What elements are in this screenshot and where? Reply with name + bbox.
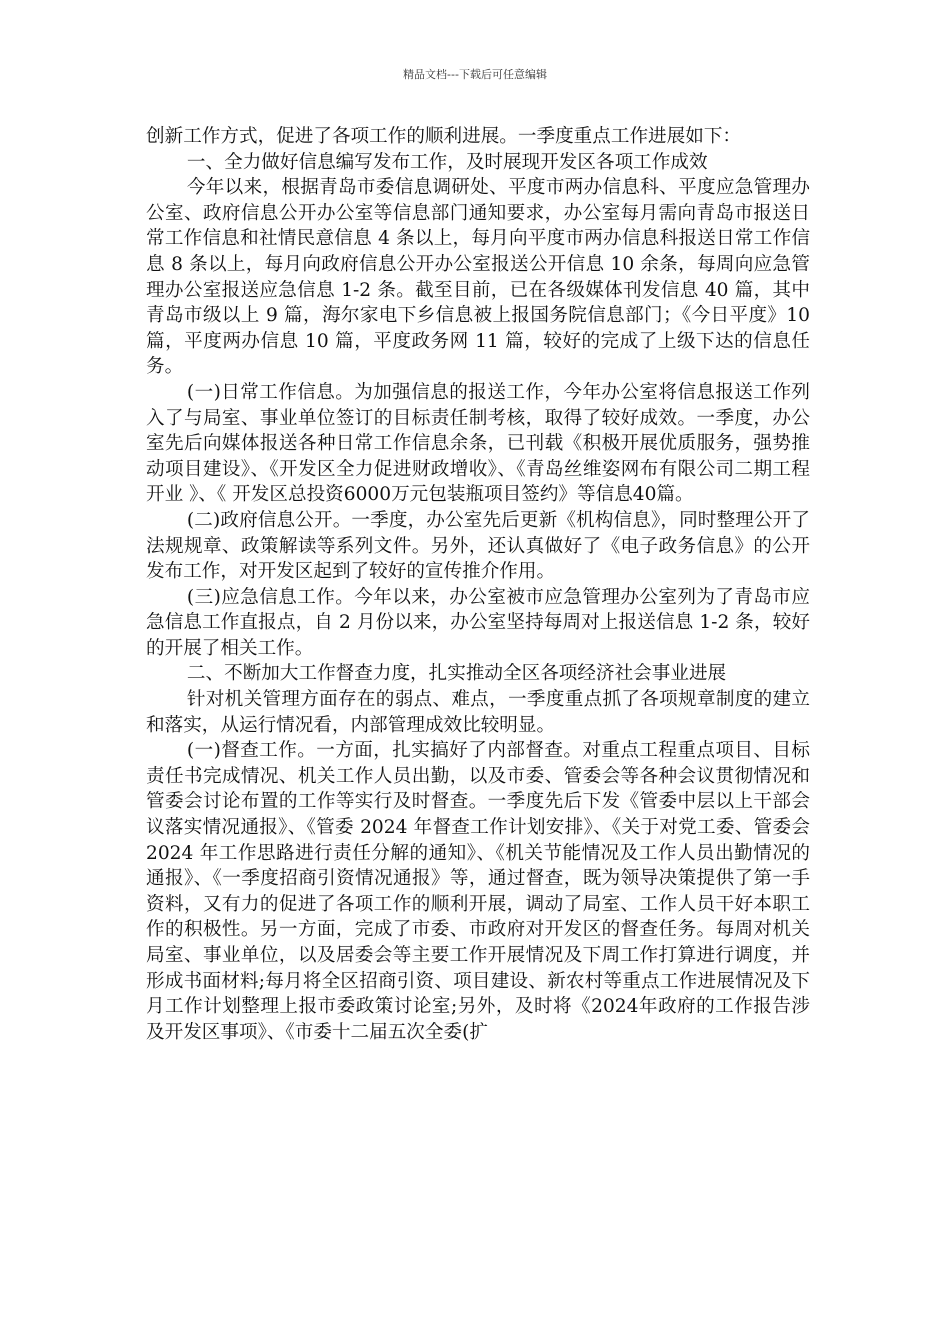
- subsection-gov-info: (二)政府信息公开。一季度，办公室先后更新《机构信息》，同时整理公开了法规规章、政策解读等系列文件。另外，还认真做好了《电子政务信息》的公开发布工作，对开发区起到了较好的宣传推介作用。: [146, 509, 810, 583]
- paragraph: 针对机关管理方面存在的弱点、难点，一季度重点抓了各项规章制度的建立和落实，从运行情况看，内部管理成效比较明显。: [146, 689, 810, 736]
- subsection-supervision: (一)督查工作。一方面，扎实搞好了内部督查。对重点工程重点项目、目标责任书完成情况、机关工作人员出勤，以及市委、管委会等各种会议贯彻情况和管委会讨论布置的工作等实行及时督查。一季度先后下发《管委中层以上干部会议落实情况通报》、《管委 2024 年督查工作计划安排》、《关于对党工委、管委会 2024 年工作思路进行责任分解的通知》、《机关节能情况及工作人员出勤情况的通报》、《一季度招商引资情况通报》等，通过督查，既为领导决策提供了第一手资料，又有力的促进了各项工作的顺利开展，调动了局室、工作人员干好本职工作的积极性。另一方面，完成了市委、市政府对开发区的督查任务。每周对机关局室、事业单位，以及居委会等主要工作开展情况及下周工作打算进行调度，并形成书面材料;每月将全区招商引资、项目建设、新农村等重点工作进展情况及下月工作计划整理上报市委政策讨论室;另外，及时将《2024年政府的工作报告涉及开发区事项》、《市委十二届五次全委(扩: [146, 740, 810, 1043]
- paragraph: 今年以来，根据青岛市委信息调研处、平度市两办信息科、平度应急管理办公室、政府信息公开办公室等信息部门通知要求，办公室每月需向青岛市报送日常工作信息和社情民意信息 4 条以上，每月向平度市两办信息科报送日常工作信息 8 条以上，每月向政府信息公开办公室报送公开信息 10 余条，每周向应急管理办公室报送应急信息 1-2 条。截至目前，已在各级媒体刊发信息 40 篇，其中青岛市级以上 9 篇，海尔家电下乡信息被上报国务院信息部门；《今日平度》10 篇，平度两办信息 10 篇，平度政务网 11 篇，较好的完成了上级下达的信息任务。: [146, 177, 810, 378]
- page-header: 精品文档---下载后可任意编辑: [403, 68, 547, 81]
- subsection-daily-info: (一)日常工作信息。为加强信息的报送工作，今年办公室将信息报送工作列入了与局室、事业单位签订的目标责任制考核，取得了较好成效。一季度，办公室先后向媒体报送各种日常工作信息余条，已刊载《积极开展优质服务，强势推动项目建设》、《开发区全力促进财政增收》、《青岛丝维姿网布有限公司二期工程开业 》、《 开发区总投资6000万元包装瓶项目签约》等信息40篇。: [146, 381, 810, 506]
- paragraph-continuation: 创新工作方式，促进了各项工作的顺利进展。一季度重点工作进展如下：: [146, 126, 742, 147]
- document-body: [146, 124, 810, 1045]
- section-heading-1: 一、全力做好信息编写发布工作，及时展现开发区各项工作成效: [186, 151, 708, 173]
- subsection-emergency-info: (三)应急信息工作。今年以来，办公室被市应急管理办公室列为了青岛市应急信息工作直报点，自 2 月份以来，办公室坚持每周对上报送信息 1-2 条，较好的开展了相关工作。: [146, 586, 810, 659]
- section-heading-2: 二、不断加大工作督查力度，扎实推动全区各项经济社会事业进展: [186, 663, 727, 685]
